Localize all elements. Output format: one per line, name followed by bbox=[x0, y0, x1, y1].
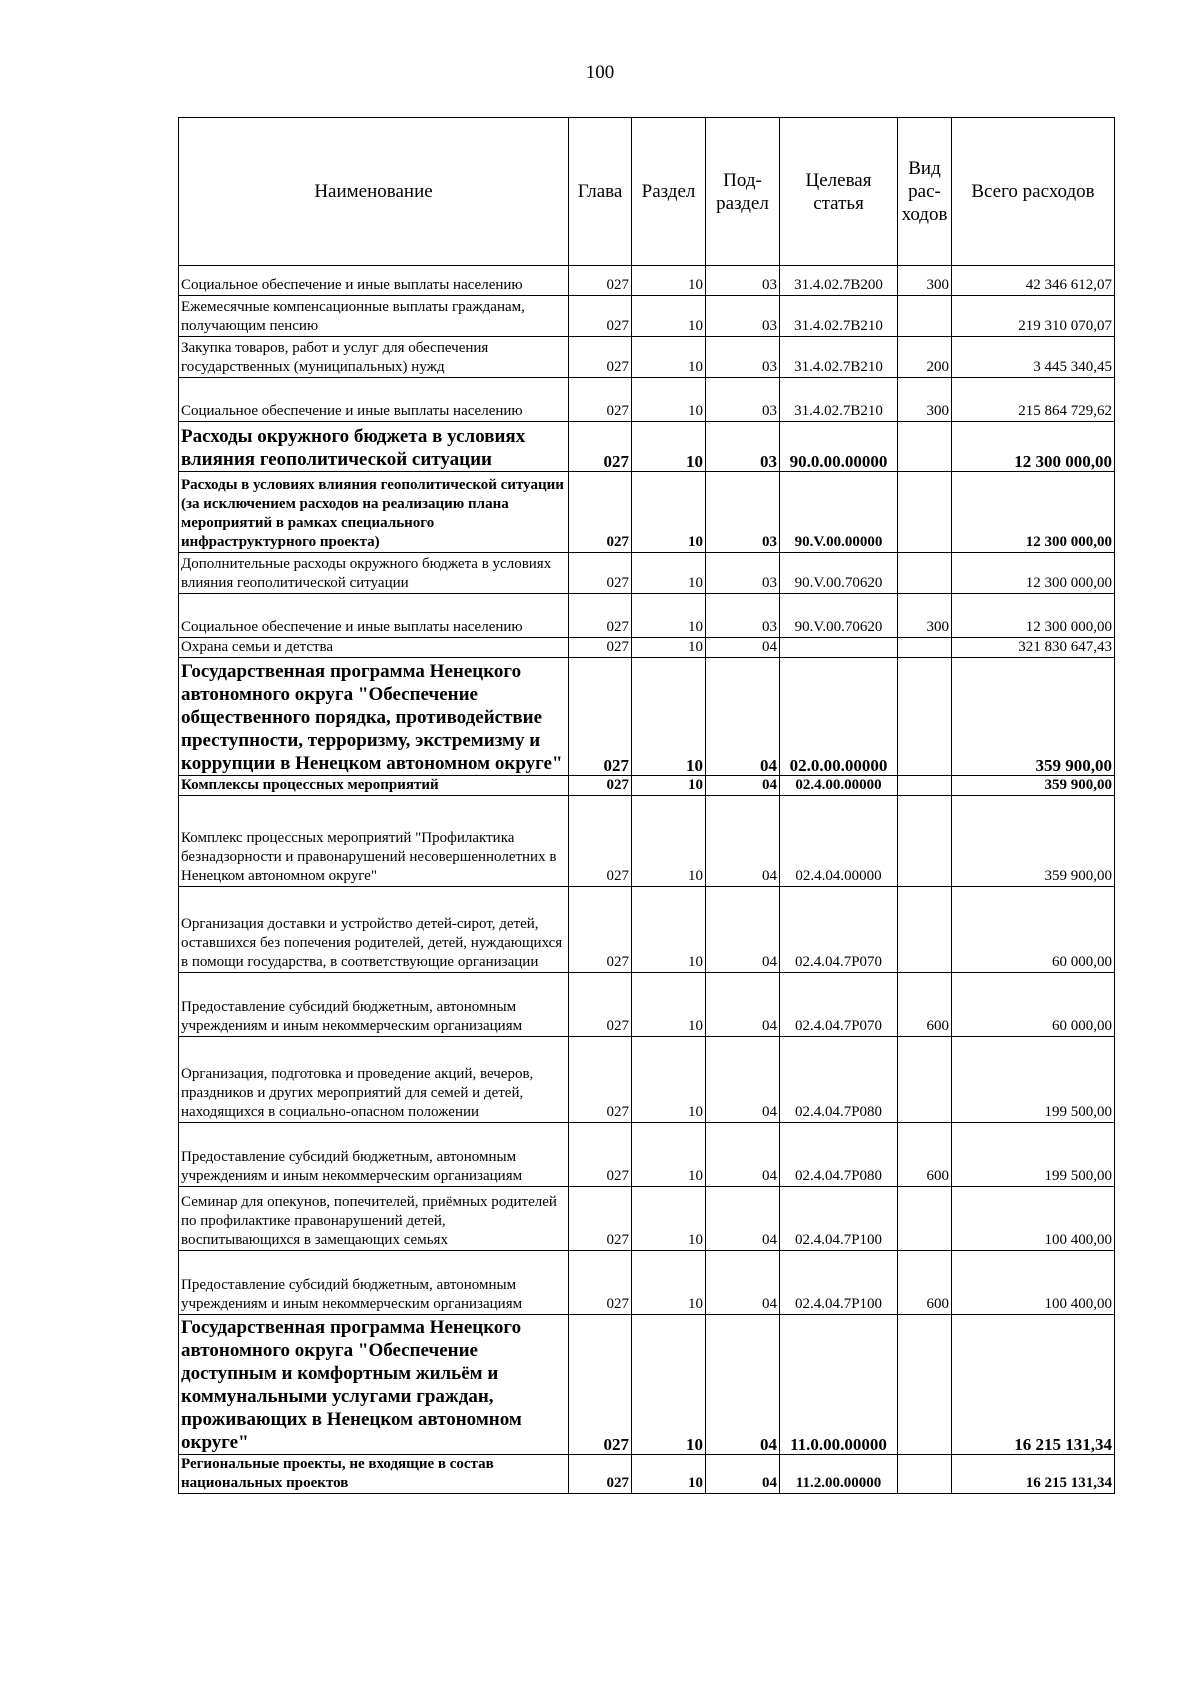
table-row bbox=[179, 472, 1115, 553]
table-body bbox=[179, 266, 1115, 1494]
cell-section: 10 bbox=[632, 1187, 706, 1251]
header-chapter: Глава bbox=[569, 118, 632, 266]
cell-target: 02.4.04.7Р100 bbox=[780, 1251, 898, 1315]
cell-total: 359 900,00 bbox=[952, 796, 1115, 887]
cell-target: 31.4.02.7В210 bbox=[780, 378, 898, 422]
cell-target: 02.4.04.7Р070 bbox=[780, 973, 898, 1037]
cell-section: 10 bbox=[632, 887, 706, 973]
table-row bbox=[179, 1123, 1115, 1187]
cell-subsection: 03 bbox=[706, 266, 780, 296]
cell-type bbox=[898, 776, 952, 796]
cell-chapter: 027 bbox=[569, 638, 632, 658]
cell-total: 42 346 612,07 bbox=[952, 266, 1115, 296]
table-row bbox=[179, 887, 1115, 973]
cell-total: 12 300 000,00 bbox=[952, 594, 1115, 638]
cell-total: 16 215 131,34 bbox=[952, 1455, 1115, 1494]
cell-subsection: 03 bbox=[706, 553, 780, 594]
cell-type: 300 bbox=[898, 378, 952, 422]
cell-target: 02.4.04.7Р100 bbox=[780, 1187, 898, 1251]
cell-section: 10 bbox=[632, 266, 706, 296]
cell-subsection: 04 bbox=[706, 973, 780, 1037]
cell-section: 10 bbox=[632, 973, 706, 1037]
cell-name: Организация, подготовка и проведение акций, вечеров, праздников и других мероприятий для семей и детей, находящихся в социально-опасном положении bbox=[179, 1037, 569, 1123]
cell-type bbox=[898, 422, 952, 472]
cell-total: 359 900,00 bbox=[952, 658, 1115, 776]
cell-type bbox=[898, 553, 952, 594]
table-row bbox=[179, 422, 1115, 472]
table-row bbox=[179, 796, 1115, 887]
cell-target: 31.4.02.7В210 bbox=[780, 296, 898, 337]
cell-target: 11.0.00.00000 bbox=[780, 1315, 898, 1455]
cell-type bbox=[898, 796, 952, 887]
cell-name: Предоставление субсидий бюджетным, автономным учреждениям и иным некоммерческим организациям bbox=[179, 973, 569, 1037]
cell-target: 90.V.00.70620 bbox=[780, 594, 898, 638]
cell-section: 10 bbox=[632, 1251, 706, 1315]
cell-name: Предоставление субсидий бюджетным, автономным учреждениям и иным некоммерческим организациям bbox=[179, 1251, 569, 1315]
cell-name: Закупка товаров, работ и услуг для обеспечения государственных (муниципальных) нужд bbox=[179, 337, 569, 378]
table-header bbox=[179, 118, 1115, 266]
cell-target: 02.4.00.00000 bbox=[780, 776, 898, 796]
cell-type bbox=[898, 658, 952, 776]
cell-name: Региональные проекты, не входящие в состав национальных проектов bbox=[179, 1455, 569, 1494]
cell-chapter: 027 bbox=[569, 1037, 632, 1123]
cell-chapter: 027 bbox=[569, 1455, 632, 1494]
cell-total: 60 000,00 bbox=[952, 887, 1115, 973]
cell-type: 600 bbox=[898, 973, 952, 1037]
cell-subsection: 04 bbox=[706, 1187, 780, 1251]
cell-total: 321 830 647,43 bbox=[952, 638, 1115, 658]
cell-chapter: 027 bbox=[569, 1251, 632, 1315]
cell-chapter: 027 bbox=[569, 266, 632, 296]
cell-chapter: 027 bbox=[569, 594, 632, 638]
cell-total: 16 215 131,34 bbox=[952, 1315, 1115, 1455]
cell-section: 10 bbox=[632, 1123, 706, 1187]
cell-total: 100 400,00 bbox=[952, 1187, 1115, 1251]
cell-name: Организация доставки и устройство детей-сирот, детей, оставшихся без попечения родителей, детей, нуждающихся в помощи государства, в соответствующие организации bbox=[179, 887, 569, 973]
table-row bbox=[179, 1315, 1115, 1455]
cell-subsection: 03 bbox=[706, 296, 780, 337]
cell-name: Семинар для опекунов, попечителей, приёмных родителей по профилактике правонарушений детей, воспитывающихся в замещающих семьях bbox=[179, 1187, 569, 1251]
table-row bbox=[179, 337, 1115, 378]
cell-chapter: 027 bbox=[569, 1123, 632, 1187]
cell-name: Комплексы процессных мероприятий bbox=[179, 776, 569, 796]
cell-type bbox=[898, 638, 952, 658]
header-subsection: Под- раздел bbox=[706, 118, 780, 266]
cell-total: 359 900,00 bbox=[952, 776, 1115, 796]
cell-target: 31.4.02.7В210 bbox=[780, 337, 898, 378]
cell-subsection: 04 bbox=[706, 1037, 780, 1123]
cell-section: 10 bbox=[632, 594, 706, 638]
cell-total: 199 500,00 bbox=[952, 1123, 1115, 1187]
cell-chapter: 027 bbox=[569, 553, 632, 594]
header-section: Раздел bbox=[632, 118, 706, 266]
cell-subsection: 04 bbox=[706, 658, 780, 776]
cell-name: Расходы в условиях влияния геополитической ситуации (за исключением расходов на реализацию плана мероприятий в рамках специального инфраструктурного проекта) bbox=[179, 472, 569, 553]
cell-subsection: 03 bbox=[706, 378, 780, 422]
cell-subsection: 04 bbox=[706, 1251, 780, 1315]
cell-target: 02.4.04.7Р080 bbox=[780, 1123, 898, 1187]
cell-total: 100 400,00 bbox=[952, 1251, 1115, 1315]
cell-section: 10 bbox=[632, 1315, 706, 1455]
cell-section: 10 bbox=[632, 776, 706, 796]
table-row bbox=[179, 296, 1115, 337]
cell-type bbox=[898, 887, 952, 973]
cell-chapter: 027 bbox=[569, 973, 632, 1037]
table-row bbox=[179, 638, 1115, 658]
cell-chapter: 027 bbox=[569, 776, 632, 796]
cell-chapter: 027 bbox=[569, 1187, 632, 1251]
cell-target: 02.4.04.7Р080 bbox=[780, 1037, 898, 1123]
cell-type bbox=[898, 296, 952, 337]
cell-section: 10 bbox=[632, 658, 706, 776]
cell-target: 90.0.00.00000 bbox=[780, 422, 898, 472]
cell-name: Государственная программа Ненецкого автономного округа "Обеспечение доступным и комфортным жильём и коммунальными услугами граждан, проживающих в Ненецком автономном округе" bbox=[179, 1315, 569, 1455]
cell-section: 10 bbox=[632, 796, 706, 887]
cell-subsection: 03 bbox=[706, 594, 780, 638]
cell-section: 10 bbox=[632, 337, 706, 378]
cell-section: 10 bbox=[632, 553, 706, 594]
cell-target: 90.V.00.00000 bbox=[780, 472, 898, 553]
cell-target: 02.4.04.7Р070 bbox=[780, 887, 898, 973]
cell-total: 219 310 070,07 bbox=[952, 296, 1115, 337]
cell-subsection: 04 bbox=[706, 1123, 780, 1187]
cell-subsection: 04 bbox=[706, 1455, 780, 1494]
header-type: Вид рас- ходов bbox=[898, 118, 952, 266]
cell-type: 600 bbox=[898, 1251, 952, 1315]
cell-chapter: 027 bbox=[569, 337, 632, 378]
cell-total: 199 500,00 bbox=[952, 1037, 1115, 1123]
table-row bbox=[179, 1251, 1115, 1315]
cell-name: Ежемесячные компенсационные выплаты гражданам, получающим пенсию bbox=[179, 296, 569, 337]
cell-chapter: 027 bbox=[569, 796, 632, 887]
cell-total: 12 300 000,00 bbox=[952, 422, 1115, 472]
cell-section: 10 bbox=[632, 378, 706, 422]
cell-total: 60 000,00 bbox=[952, 973, 1115, 1037]
cell-name: Охрана семьи и детства bbox=[179, 638, 569, 658]
cell-chapter: 027 bbox=[569, 296, 632, 337]
table-row bbox=[179, 1037, 1115, 1123]
cell-type bbox=[898, 1315, 952, 1455]
header-name: Наименование bbox=[179, 118, 569, 266]
cell-type: 300 bbox=[898, 594, 952, 638]
cell-type: 300 bbox=[898, 266, 952, 296]
cell-target: 02.4.04.00000 bbox=[780, 796, 898, 887]
cell-subsection: 04 bbox=[706, 638, 780, 658]
cell-name: Социальное обеспечение и иные выплаты населению bbox=[179, 594, 569, 638]
table-row bbox=[179, 553, 1115, 594]
cell-chapter: 027 bbox=[569, 422, 632, 472]
cell-subsection: 03 bbox=[706, 422, 780, 472]
cell-subsection: 04 bbox=[706, 887, 780, 973]
cell-name: Комплекс процессных мероприятий "Профилактика безнадзорности и правонарушений несовершеннолетних в Ненецком автономном округе" bbox=[179, 796, 569, 887]
cell-target bbox=[780, 638, 898, 658]
cell-section: 10 bbox=[632, 422, 706, 472]
cell-total: 12 300 000,00 bbox=[952, 472, 1115, 553]
cell-name: Социальное обеспечение и иные выплаты населению bbox=[179, 378, 569, 422]
cell-type: 200 bbox=[898, 337, 952, 378]
table-row bbox=[179, 1187, 1115, 1251]
table-row bbox=[179, 973, 1115, 1037]
cell-name: Дополнительные расходы окружного бюджета в условиях влияния геополитической ситуации bbox=[179, 553, 569, 594]
cell-target: 90.V.00.70620 bbox=[780, 553, 898, 594]
cell-subsection: 04 bbox=[706, 1315, 780, 1455]
cell-subsection: 04 bbox=[706, 796, 780, 887]
cell-section: 10 bbox=[632, 296, 706, 337]
table-row bbox=[179, 378, 1115, 422]
cell-type bbox=[898, 1187, 952, 1251]
cell-name: Социальное обеспечение и иные выплаты населению bbox=[179, 266, 569, 296]
header-target: Целевая статья bbox=[780, 118, 898, 266]
cell-type bbox=[898, 1037, 952, 1123]
cell-section: 10 bbox=[632, 1455, 706, 1494]
cell-type bbox=[898, 472, 952, 553]
table-row bbox=[179, 776, 1115, 796]
table-row bbox=[179, 1455, 1115, 1494]
cell-total: 12 300 000,00 bbox=[952, 553, 1115, 594]
cell-target: 02.0.00.00000 bbox=[780, 658, 898, 776]
cell-chapter: 027 bbox=[569, 658, 632, 776]
cell-type: 600 bbox=[898, 1123, 952, 1187]
cell-subsection: 04 bbox=[706, 776, 780, 796]
budget-table bbox=[178, 117, 1115, 1494]
cell-type bbox=[898, 1455, 952, 1494]
cell-section: 10 bbox=[632, 638, 706, 658]
page-number: 100 bbox=[585, 62, 615, 83]
table-row bbox=[179, 266, 1115, 296]
cell-chapter: 027 bbox=[569, 472, 632, 553]
cell-subsection: 03 bbox=[706, 337, 780, 378]
cell-name: Государственная программа Ненецкого автономного округа "Обеспечение общественного порядка, противодействие преступности, терроризму, экстремизму и коррупции в Ненецком автономном округе" bbox=[179, 658, 569, 776]
cell-target: 31.4.02.7В200 bbox=[780, 266, 898, 296]
table-row bbox=[179, 658, 1115, 776]
cell-section: 10 bbox=[632, 1037, 706, 1123]
table-row bbox=[179, 594, 1115, 638]
cell-section: 10 bbox=[632, 472, 706, 553]
cell-name: Расходы окружного бюджета в условиях влияния геополитической ситуации bbox=[179, 422, 569, 472]
cell-chapter: 027 bbox=[569, 1315, 632, 1455]
cell-name: Предоставление субсидий бюджетным, автономным учреждениям и иным некоммерческим организациям bbox=[179, 1123, 569, 1187]
header-total: Всего расходов bbox=[952, 118, 1115, 266]
cell-subsection: 03 bbox=[706, 472, 780, 553]
cell-chapter: 027 bbox=[569, 887, 632, 973]
cell-total: 3 445 340,45 bbox=[952, 337, 1115, 378]
cell-chapter: 027 bbox=[569, 378, 632, 422]
cell-total: 215 864 729,62 bbox=[952, 378, 1115, 422]
cell-target: 11.2.00.00000 bbox=[780, 1455, 898, 1494]
